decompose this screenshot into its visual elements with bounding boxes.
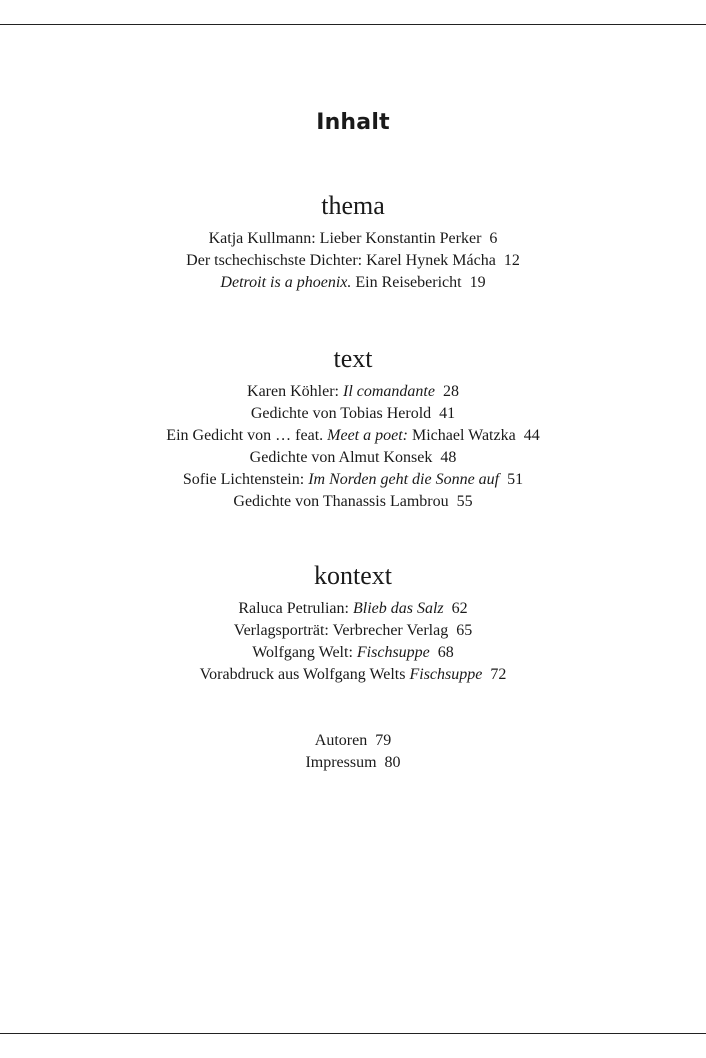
toc-entry[interactable]: Raluca Petrulian: Blieb das Salz 62 — [238, 600, 468, 617]
toc-entry[interactable]: Autoren 79 — [314, 732, 392, 749]
page-number: 28 — [442, 383, 459, 400]
section-heading: text — [333, 344, 373, 373]
toc-entry[interactable]: Detroit is a phoenix. Ein Reisebericht 19 — [220, 274, 486, 291]
section-heading: thema — [321, 191, 385, 220]
page-number: 65 — [456, 622, 473, 639]
toc-entry[interactable]: Vorabdruck aus Wolfgang Welts Fischsuppe 72 — [199, 666, 507, 683]
toc-entry[interactable]: Impressum 80 — [305, 754, 401, 771]
section-kontext — [0, 560, 706, 686]
section-text — [0, 343, 706, 513]
page-number: 12 — [503, 252, 520, 269]
section-heading: kontext — [314, 561, 392, 590]
page-number: 79 — [375, 732, 392, 749]
page-number: 51 — [507, 471, 524, 488]
page-number: 68 — [437, 644, 454, 661]
toc-entry[interactable]: Gedichte von Almut Konsek 48 — [249, 449, 457, 466]
toc-entry[interactable]: Katja Kullmann: Lieber Konstantin Perker 6 — [208, 230, 498, 247]
toc-entry[interactable]: Gedichte von Thanassis Lambrou 55 — [233, 493, 473, 510]
toc-entry[interactable]: Sofie Lichtenstein: Im Norden geht die Sonne auf 51 — [182, 471, 524, 488]
toc-entry[interactable]: Der tschechischste Dichter: Karel Hynek Mácha 12 — [186, 252, 520, 269]
page-number: 44 — [523, 427, 540, 444]
top-rule — [0, 24, 706, 25]
page-number: 6 — [489, 230, 498, 247]
section-appendix — [0, 730, 706, 774]
toc-entry[interactable]: Karen Köhler: Il comandante 28 — [247, 383, 459, 400]
section-thema — [0, 190, 706, 294]
bottom-rule — [0, 1033, 706, 1034]
page-title: Inhalt — [316, 110, 390, 135]
toc-entry[interactable]: Wolfgang Welt: Fischsuppe 68 — [252, 644, 454, 661]
page-number: 48 — [440, 449, 457, 466]
page-number: 55 — [456, 493, 473, 510]
page-number: 72 — [490, 666, 507, 683]
page-number: 62 — [451, 600, 468, 617]
page-number: 19 — [469, 274, 486, 291]
page-number: 41 — [439, 405, 456, 422]
toc-entry[interactable]: Ein Gedicht von … feat. Meet a poet: Michael Watzka 44 — [166, 427, 540, 444]
toc-entry[interactable]: Verlagsporträt: Verbrecher Verlag 65 — [233, 622, 473, 639]
toc-entry[interactable]: Gedichte von Tobias Herold 41 — [250, 405, 456, 422]
page-number: 80 — [384, 754, 401, 771]
